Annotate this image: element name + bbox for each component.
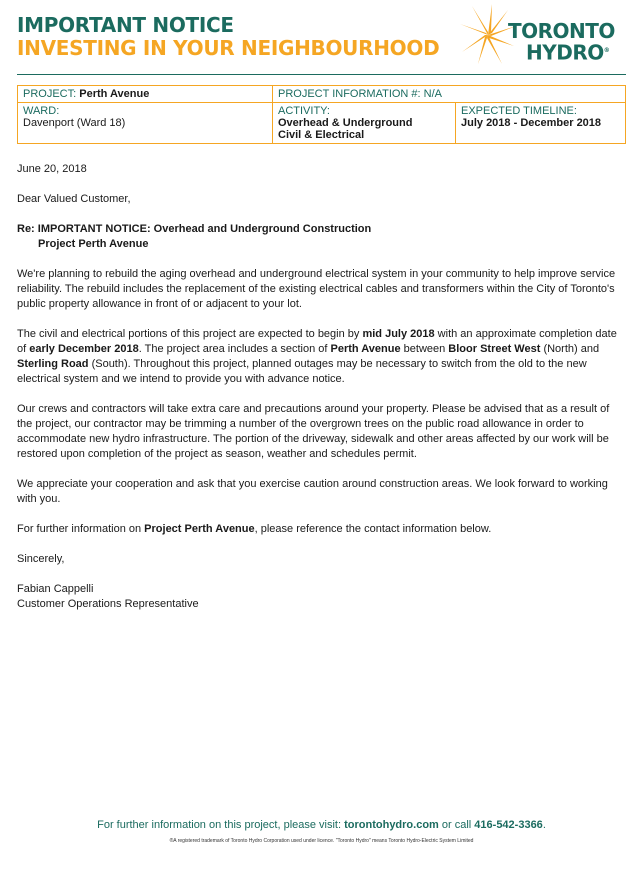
paragraph-2 [17,327,617,387]
project-info-label: PROJECT INFORMATION #: [278,88,421,100]
ward-cell [18,103,273,144]
letter-closing: Sincerely, [17,553,65,565]
project-info-cell [273,86,626,103]
p2-text-i: (North) and [540,343,600,355]
activity-value-2: Civil & Electrical [278,129,365,141]
p5-text-a: For further information on [17,523,145,535]
paragraph-3: Our crews and contractors will take extra care and precautions around your property. Please be advised that as a result of the project, our contractor may be trimming a number of the overgrown trees on the public road allowance in order to accommodate new hydro infrastructure. The portion of the driveway, sidewalk and other areas affected by our work will be restored upon completion of the project as season, weather and schedules permit. [17,403,610,460]
ward-value: Davenport (Ward 18) [23,117,126,129]
p2-north-bound: Bloor Street West [448,343,541,355]
info-row-1 [18,86,626,103]
ward-label: WARD: [23,105,60,117]
header-divider [17,74,626,75]
logo-line-2-text: HYDRO [526,40,604,65]
p2-south-bound: Sterling Road [17,358,89,370]
signer-name: Fabian Cappelli [17,583,94,595]
letter-body [17,162,617,627]
footer-fine-print: ®A registered trademark of Toronto Hydro Corporation used under licence. "Toronto Hydro" means Toronto Hydro-Electric System Limited [169,838,474,844]
paragraph-1: We're planning to rebuild the aging overhead and underground electrical system in your community to help improve service reliability. The rebuild includes the replacement of the existing electrical cables and transformers within the City of Toronto's public property allowance in front of or adjacent to your lot. [17,268,616,310]
p2-text-e: . The project area includes a section of [138,343,331,355]
footer-phone: 416-542-3366 [474,819,543,831]
timeline-cell [456,103,626,144]
letter-subject [17,222,617,252]
p2-text-g: between [400,343,449,355]
p2-text-c: with an approximate completion date of [17,328,617,355]
toronto-hydro-logo [458,2,633,70]
project-cell [18,86,273,103]
activity-label: ACTIVITY: [278,105,330,117]
footer-text-a: For further information on this project, please visit: [97,819,345,831]
footer-text-c: . [542,819,546,831]
notice-subtitle: INVESTING IN YOUR NEIGHBOURHOOD [17,36,440,60]
logo-line-1: TORONTO [508,19,615,43]
paragraph-5 [17,522,617,537]
footer-contact [0,819,643,831]
subject-line-1: Re: IMPORTANT NOTICE: Overhead and Underground Construction [17,223,372,235]
footer-text-b: or call [438,819,475,831]
project-value: Perth Avenue [79,88,150,100]
project-label: PROJECT: [23,88,77,100]
registered-mark: ® [603,47,610,54]
letter-salutation: Dear Valued Customer, [17,193,131,205]
project-info-value: N/A [423,88,443,100]
letter-date: June 20, 2018 [17,163,87,175]
logo-wordmark [508,19,615,65]
p2-end-date: early December 2018 [29,343,139,355]
footer-url-link[interactable]: torontohydro.com [344,819,439,831]
project-info-table [17,85,626,144]
logo-line-2 [508,41,615,63]
timeline-label: EXPECTED TIMELINE: [461,105,577,117]
p2-start-date: mid July 2018 [362,328,435,340]
subject-line-2: Project Perth Avenue [38,238,149,250]
activity-value-1: Overhead & Underground [278,117,413,129]
paragraph-4: We appreciate your cooperation and ask that you exercise caution around construction areas. We look forward to working with you. [17,478,608,505]
p2-street: Perth Avenue [330,343,401,355]
notice-header [17,14,439,60]
notice-title: IMPORTANT NOTICE [17,13,234,37]
letter-signature [17,582,617,612]
p5-project: Project Perth Avenue [144,523,255,535]
timeline-value: July 2018 - December 2018 [461,117,602,129]
activity-cell [273,103,456,144]
info-row-2 [18,103,626,144]
p5-text-c: , please reference the contact information below. [254,523,492,535]
signer-title: Customer Operations Representative [17,598,199,610]
p2-text-a: The civil and electrical portions of this project are expected to begin by [17,328,363,340]
p2-text-k: (South). Throughout this project, planned outages may be necessary to switch from the old to the new electrical system and we intend to provide you with advance notice. [17,358,587,385]
